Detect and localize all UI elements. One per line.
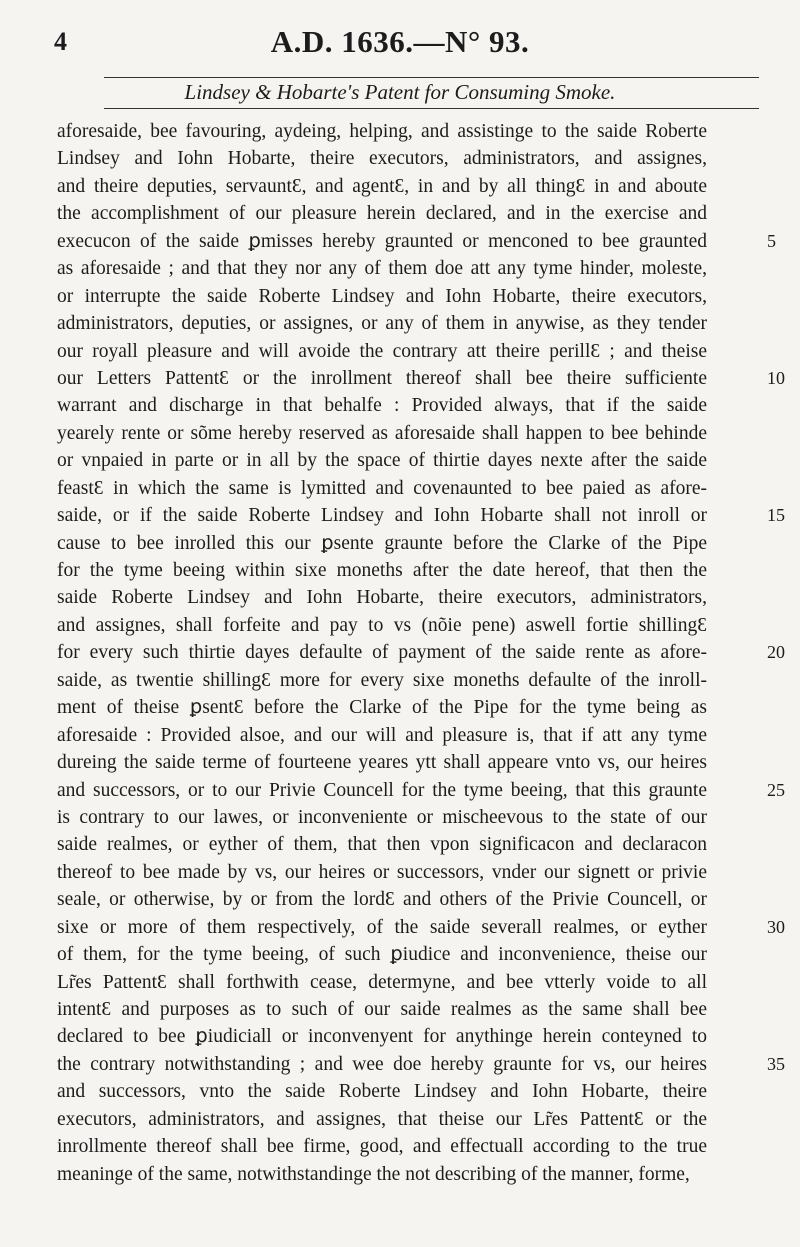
text-line [57,749,727,776]
line-text: sixe or more of them respectively, of the saide severall realmes, or eyther [57,916,707,938]
line-text: saide, or if the saide Roberte Lindsey and Iohn Hobarte shall not inroll or [57,505,707,527]
text-line [57,475,727,502]
text-line [57,996,727,1023]
line-text: of them, for the tyme beeing, of such ꝑiudice and inconvenience, theise our [57,944,707,966]
text-line [57,255,727,282]
line-text: ment of theise ꝑsentƐ before the Clarke of the Pipe for the tyme being as [57,697,707,719]
text-line [57,639,785,666]
text-line [57,941,727,968]
line-number: 25 [767,779,785,800]
text-line [57,310,727,337]
page-title: A.D. 1636.—N° 93. [270,24,530,59]
line-text: is contrary to our lawes, or inconveniente or mischeevous to the state of our [57,806,707,828]
text-line [57,283,727,310]
line-text: warrant and discharge in that behalfe : Provided always, that if the saide [57,395,707,417]
line-text: thereof to bee made by vs, our heires or successors, vnder our signett or privie [57,861,707,883]
text-line [57,831,727,858]
text-line [57,420,727,447]
line-text: as aforesaide ; and that they nor any of them doe att any tyme hinder, moleste, [57,258,707,280]
line-text: feastƐ in which the same is lymitted and covenaunted to bee paied as afore- [57,477,707,499]
text-line [57,1023,727,1050]
text-line [57,338,727,365]
text-line [57,228,776,255]
page-subtitle: Lindsey & Hobarte's Patent for Consuming Smoke. [184,80,616,104]
line-text: saide realmes, or eyther of them, that then vpon significacon and declaracon [57,834,707,856]
line-number: 5 [767,230,776,251]
line-text: Lindsey and Iohn Hobarte, theire executors, administrators, and assignes, [57,148,707,170]
text-line [57,1106,727,1133]
line-text: Lr̃es PattentƐ shall forthwith cease, determyne, and bee vtterly voide to all [57,971,707,993]
text-line [57,200,727,227]
line-number: 30 [767,916,785,937]
line-text: aforesaide : Provided alsoe, and our will and pleasure is, that if att any tyme [57,724,707,746]
text-line [57,1133,727,1160]
line-text: and theire deputies, servauntƐ, and agentƐ, in and by all thingƐ in and aboute [57,175,707,197]
line-number: 10 [767,367,785,388]
text-line [57,804,727,831]
line-text: for the tyme beeing within sixe moneths after the date hereof, that then the [57,560,707,581]
line-text: our royall pleasure and will avoide the contrary att theire perillƐ ; and theise [57,340,707,362]
line-text: inrollmente thereof shall bee firme, good, and effectuall according to the true [57,1136,707,1158]
text-line [57,914,785,941]
body-text [57,118,785,1188]
text-line [57,612,727,639]
header-rule-top [104,77,759,78]
line-text: aforesaide, bee favouring, aydeing, helping, and assistinge to the saide Roberte [57,121,707,142]
text-line [57,886,727,913]
line-number: 15 [767,505,785,526]
line-number: 20 [767,642,785,663]
line-text: dureing the saide terme of fourteene yeares ytt shall appeare vnto vs, our heires [57,752,707,774]
line-text: the contrary notwithstanding ; and wee doe hereby graunte for vs, our heires [57,1053,707,1075]
text-line [57,392,727,419]
line-text: saide Roberte Lindsey and Iohn Hobarte, theire executors, administrators, [57,587,707,609]
line-text: saide, as twentie shillingƐ more for every sixe moneths defaulte of the inroll- [57,669,707,691]
header-rule-bottom [104,108,759,109]
line-text: yearely rente or sõme hereby reserved as aforesaide shall happen to bee behinde [57,422,707,444]
text-line [57,859,727,886]
text-line [57,173,727,200]
text-line [57,969,727,996]
line-text: meaninge of the same, notwithstandinge the not describing of the manner, forme, [57,1163,690,1185]
line-text: or interrupte the saide Roberte Lindsey and Iohn Hobarte, theire executors, [57,285,707,307]
line-text: the accomplishment of our pleasure herein declared, and in the exercise and [57,203,707,225]
page-number: 4 [54,27,67,56]
text-line [57,447,727,474]
text-line [57,584,727,611]
line-text: executors, administrators, and assignes, that theise our Lr̃es PattentƐ or the [57,1108,707,1130]
text-line [57,694,727,721]
line-text: execucon of the saide ꝑmisses hereby graunted or menconed to bee graunted [57,230,707,252]
text-line [57,145,727,172]
text-line [57,722,727,749]
text-line [57,557,727,584]
text-line [57,777,785,804]
text-line [57,1051,785,1078]
text-line [57,502,785,529]
line-text: our Letters PattentƐ or the inrollment thereof shall bee theire sufficiente [57,367,707,389]
line-text: or vnpaied in parte or in all by the space of thirtie dayes nexte after the saide [57,450,707,472]
text-line [57,1161,727,1188]
line-text: declared to bee ꝑiudiciall or inconvenyent for anythinge herein conteyned to [57,1026,707,1048]
text-line [57,118,727,145]
line-text: for every such thirtie dayes defaulte of payment of the saide rente as afore- [57,642,707,664]
text-line [57,530,727,557]
line-text: and successors, vnto the saide Roberte Lindsey and Iohn Hobarte, theire [57,1081,707,1103]
line-text: and successors, or to our Privie Councell for the tyme beeing, that this graunte [57,779,707,801]
text-line [57,1078,727,1105]
line-text: cause to bee inrolled this our ꝑsente graunte before the Clarke of the Pipe [57,532,707,554]
line-text: administrators, deputies, or assignes, or any of them in anywise, as they tender [57,313,707,335]
text-line [57,365,785,392]
line-text: seale, or otherwise, by or from the lordƐ and others of the Privie Councell, or [57,889,707,911]
line-number: 35 [767,1053,785,1074]
line-text: and assignes, shall forfeite and pay to vs (nõie pene) aswell fortie shillingƐ [57,614,707,636]
text-line [57,667,727,694]
line-text: intentƐ and purposes as to such of our saide realmes as the same shall bee [57,999,707,1020]
